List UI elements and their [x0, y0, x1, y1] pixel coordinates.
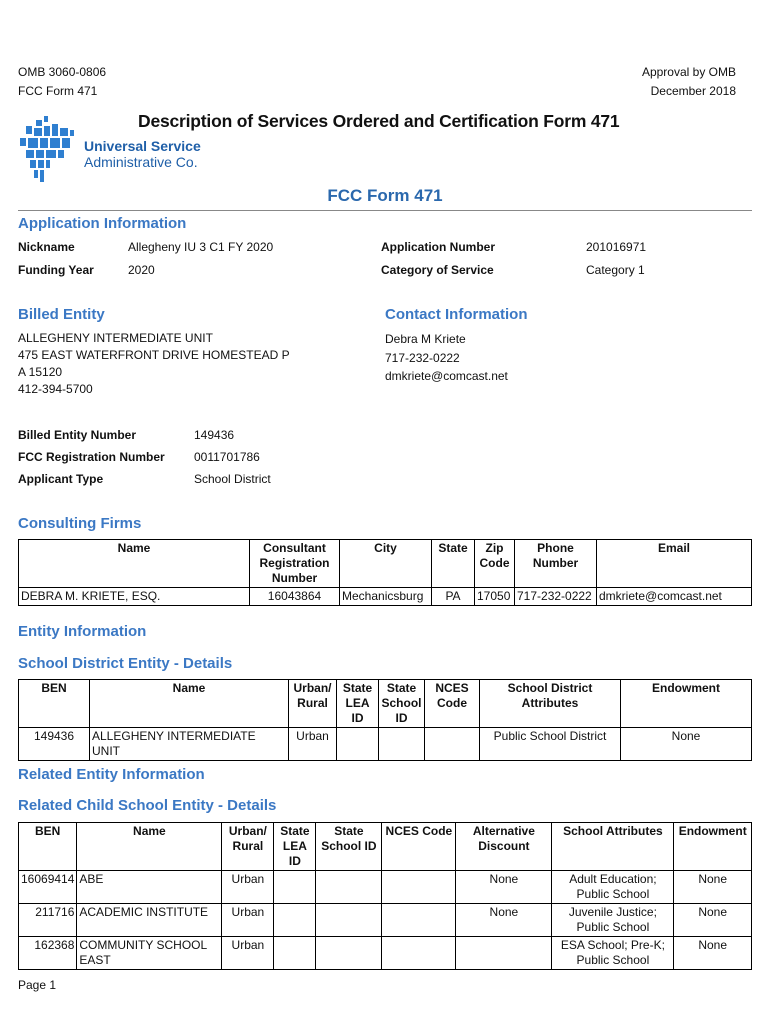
cell-endowment: None — [621, 728, 752, 761]
cell-school-attributes: Juvenile Justice; Public School — [552, 904, 674, 937]
cell-city: Mechanicsburg — [340, 588, 432, 606]
cell-school-attributes: Adult Education; Public School — [552, 871, 674, 904]
cell-ben: 16069414 — [19, 871, 77, 904]
cell-zip: 17050 — [475, 588, 515, 606]
col-nces: NCES Code — [425, 680, 480, 728]
cell-ben: 162368 — [19, 937, 77, 970]
col-alt-discount: Alternative Discount — [456, 823, 552, 871]
cell-urban-rural: Urban — [289, 728, 337, 761]
school-district-heading: School District Entity - Details — [18, 655, 233, 672]
col-state-school: State School ID — [316, 823, 382, 871]
logo-text — [84, 138, 201, 170]
consulting-header-row — [19, 540, 752, 588]
contact-heading: Contact Information — [385, 306, 528, 323]
school-district-header-row — [19, 680, 752, 728]
logo-line-2: Administrative Co. — [84, 154, 198, 170]
col-urban-rural: Urban/ Rural — [222, 823, 274, 871]
contact-email: dmkriete@comcast.net — [385, 369, 508, 383]
cell-registration: 16043864 — [250, 588, 340, 606]
frn-label: FCC Registration Number — [18, 450, 165, 464]
table-row — [19, 871, 752, 904]
cell-nces — [382, 904, 456, 937]
billed-entity-phone: 412-394-5700 — [18, 382, 93, 396]
consulting-heading: Consulting Firms — [18, 515, 142, 532]
ben-value: 149436 — [194, 428, 235, 442]
table-row — [19, 937, 752, 970]
applicant-type-label: Applicant Type — [18, 472, 104, 486]
entity-info-heading: Entity Information — [18, 623, 147, 640]
cell-state-school — [379, 728, 425, 761]
ben-label: Billed Entity Number — [18, 428, 137, 442]
logo-line-1: Universal Service — [84, 138, 201, 154]
cell-name: COMMUNITY SCHOOL EAST — [77, 937, 222, 970]
cell-attributes: Public School District — [480, 728, 621, 761]
cell-alt-discount: None — [456, 871, 552, 904]
cell-ben: 149436 — [19, 728, 90, 761]
divider — [18, 210, 752, 211]
nickname-value: Allegheny IU 3 C1 FY 2020 — [128, 240, 274, 254]
cell-nces — [382, 937, 456, 970]
cell-endowment: None — [674, 904, 752, 937]
funding-year-label: Funding Year — [18, 263, 94, 277]
cell-phone: 717-232-0222 — [515, 588, 597, 606]
funding-year-value: 2020 — [128, 263, 155, 277]
child-school-heading: Related Child School Entity - Details — [18, 797, 277, 814]
table-row — [19, 728, 752, 761]
col-state: State — [432, 540, 475, 588]
applicant-type-value: School District — [194, 472, 271, 486]
cell-name: ALLEGHENY INTERMEDIATE UNIT — [90, 728, 289, 761]
col-name: Name — [77, 823, 222, 871]
cell-state-lea — [274, 937, 316, 970]
col-state-lea: State LEA ID — [274, 823, 316, 871]
col-endowment: Endowment — [674, 823, 752, 871]
cell-alt-discount — [456, 937, 552, 970]
form-name: FCC Form 471 — [18, 84, 98, 98]
billed-entity-address-2: A 15120 — [18, 365, 63, 379]
cell-name: ACADEMIC INSTITUTE — [77, 904, 222, 937]
billed-entity-address — [18, 330, 290, 398]
col-ben: BEN — [19, 680, 90, 728]
header-left — [18, 63, 106, 101]
school-district-table — [18, 679, 752, 761]
category-label: Category of Service — [381, 263, 494, 277]
billed-entity-address-1: 475 EAST WATERFRONT DRIVE HOMESTEAD P — [18, 348, 290, 362]
page-number: Page 1 — [18, 978, 57, 992]
table-row — [19, 904, 752, 937]
cell-state-lea — [274, 904, 316, 937]
billed-entity-name: ALLEGHENY INTERMEDIATE UNIT — [18, 331, 213, 345]
cell-urban-rural: Urban — [222, 937, 274, 970]
cell-school-attributes: ESA School; Pre-K; Public School — [552, 937, 674, 970]
col-name: Name — [90, 680, 289, 728]
application-info-heading: Application Information — [18, 215, 187, 232]
col-name: Name — [19, 540, 250, 588]
cell-urban-rural: Urban — [222, 871, 274, 904]
consulting-table — [18, 539, 752, 606]
child-school-table — [18, 822, 752, 970]
cell-endowment: None — [674, 937, 752, 970]
cell-state-lea — [274, 871, 316, 904]
cell-endowment: None — [674, 871, 752, 904]
col-urban-rural: Urban/ Rural — [289, 680, 337, 728]
related-entity-heading: Related Entity Information — [18, 766, 205, 783]
col-phone: Phone Number — [515, 540, 597, 588]
col-city: City — [340, 540, 432, 588]
cell-email: dmkriete@comcast.net — [597, 588, 752, 606]
col-attributes: School District Attributes — [480, 680, 621, 728]
col-nces: NCES Code — [382, 823, 456, 871]
cell-name: DEBRA M. KRIETE, ESQ. — [19, 588, 250, 606]
omb-approval: Approval by OMB — [641, 65, 736, 79]
frn-value: 0011701786 — [194, 450, 260, 464]
col-email: Email — [597, 540, 752, 588]
cell-ben: 211716 — [19, 904, 77, 937]
cell-state-school — [316, 904, 382, 937]
nickname-label: Nickname — [18, 240, 75, 254]
contact-details — [385, 330, 508, 386]
cell-state: PA — [432, 588, 475, 606]
category-value: Category 1 — [586, 263, 645, 277]
page-title: Description of Services Ordered and Certification Form 471 — [138, 111, 620, 131]
col-ben: BEN — [19, 823, 77, 871]
contact-name: Debra M Kriete — [385, 332, 466, 346]
approval-date: December 2018 — [650, 84, 736, 98]
cell-nces — [425, 728, 480, 761]
col-zip: Zip Code — [475, 540, 515, 588]
table-row — [19, 588, 752, 606]
cell-name: ABE — [77, 871, 222, 904]
cell-state-school — [316, 871, 382, 904]
billed-entity-heading: Billed Entity — [18, 306, 105, 323]
form-heading: FCC Form 471 — [327, 186, 443, 205]
cell-state-lea — [337, 728, 379, 761]
omb-number: OMB 3060-0806 — [18, 65, 107, 79]
col-state-lea: State LEA ID — [337, 680, 379, 728]
col-endowment: Endowment — [621, 680, 752, 728]
cell-urban-rural: Urban — [222, 904, 274, 937]
col-state-school: State School ID — [379, 680, 425, 728]
app-number-value: 201016971 — [586, 240, 647, 254]
cell-state-school — [316, 937, 382, 970]
contact-phone: 717-232-0222 — [385, 350, 460, 365]
cell-nces — [382, 871, 456, 904]
header-right — [642, 63, 736, 101]
child-school-header-row — [19, 823, 752, 871]
cell-alt-discount: None — [456, 904, 552, 937]
col-school-attributes: School Attributes — [552, 823, 674, 871]
app-number-label: Application Number — [381, 240, 496, 254]
col-registration: Consultant Registration Number — [250, 540, 340, 588]
